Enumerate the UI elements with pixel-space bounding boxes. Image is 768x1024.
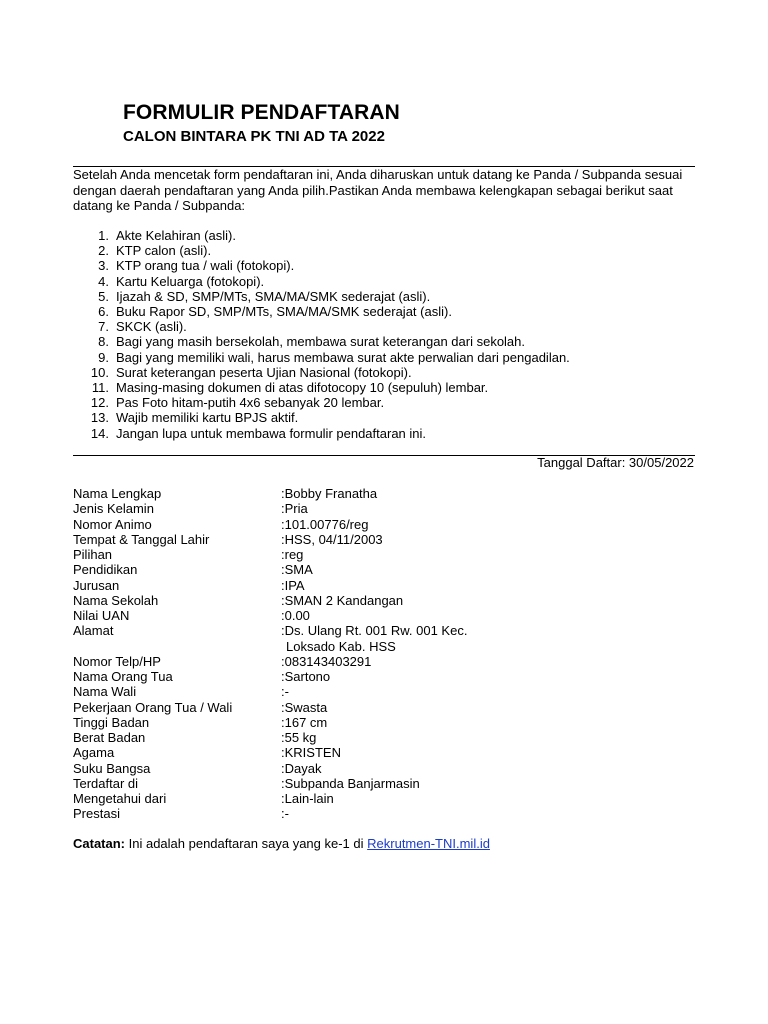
field-label: Agama: [73, 745, 115, 761]
requirement-number: 10.: [90, 364, 109, 380]
requirement-text: Masing-masing dokumen di atas difotocopy 10 (sepuluh) lembar.: [116, 380, 489, 396]
registration-date: Tanggal Daftar: 30/05/2022: [537, 455, 694, 470]
requirement-text: Pas Foto hitam-putih 4x6 sebanyak 20 lembar.: [116, 395, 385, 411]
requirement-text: Jangan lupa untuk membawa formulir pendaftaran ini.: [116, 425, 427, 441]
note-text: Ini adalah pendaftaran saya yang ke-1 di: [125, 836, 368, 851]
field-value: [281, 715, 327, 730]
requirement-item: [73, 258, 570, 273]
field-value-text: :101.00776/reg: [281, 516, 369, 532]
field-value: [281, 608, 310, 623]
requirements-list: [73, 228, 570, 441]
requirement-item: [73, 319, 570, 334]
requirement-item: [73, 426, 570, 441]
field-value-text: :Bobby Franatha: [281, 486, 378, 501]
field-value: [281, 578, 305, 593]
field-label: Nilai UAN: [73, 608, 130, 623]
requirement-number: 3.: [98, 258, 109, 274]
field-label: Alamat: [73, 623, 114, 639]
requirement-text: Surat keterangan peserta Ujian Nasional (fotokopi).: [116, 364, 412, 380]
field-value-text: :-: [281, 684, 289, 700]
requirement-text: Kartu Keluarga (fotokopi).: [116, 273, 265, 289]
requirement-text: KTP calon (asli).: [116, 243, 212, 259]
requirement-number: 13.: [90, 410, 109, 426]
field-value-text: :Ds. Ulang Rt. 001 Rw. 001 Kec.: [281, 623, 468, 639]
recruitment-link[interactable]: Rekrutmen-TNI.mil.id: [367, 836, 490, 851]
field-label: Pilihan: [73, 547, 113, 562]
field-value: [281, 776, 420, 791]
field-label: Tempat & Tanggal Lahir: [73, 531, 210, 547]
field-value: [281, 700, 327, 715]
requirement-item: [73, 274, 570, 289]
field-value: [281, 806, 289, 821]
field-value-text: :083143403291: [281, 653, 372, 669]
form-subtitle: CALON BINTARA PK TNI AD TA 2022: [123, 128, 385, 145]
field-value-text: :Sartono: [281, 669, 331, 684]
field-value: [281, 761, 321, 776]
field-label: Mengetahui dari: [73, 791, 167, 806]
field-value-text: :reg: [281, 547, 304, 562]
requirement-number: 5.: [98, 288, 109, 304]
field-value: [281, 593, 403, 608]
requirement-text: Bagi yang memiliki wali, harus membawa surat akte perwalian dari pengadilan.: [116, 349, 570, 365]
field-label: Pekerjaan Orang Tua / Wali: [73, 699, 233, 715]
requirement-item: [73, 289, 570, 304]
field-value-text: :55 kg: [281, 730, 317, 745]
field-label: Jenis Kelamin: [73, 501, 154, 517]
field-label: Nama Lengkap: [73, 486, 162, 501]
requirement-item: [73, 395, 570, 410]
field-label: Suku Bangsa: [73, 760, 151, 776]
field-value-continuation: Loksado Kab. HSS: [286, 638, 396, 654]
requirement-item: [73, 243, 570, 258]
field-value-text: :IPA: [281, 577, 305, 593]
field-label: Terdaftar di: [73, 775, 139, 791]
requirement-number: 8.: [98, 334, 109, 350]
field-value-text: :Lain-lain: [281, 791, 334, 806]
requirement-text: Akte Kelahiran (asli).: [116, 228, 236, 243]
field-value: [281, 532, 383, 547]
field-value: [281, 547, 303, 562]
requirement-text: Buku Rapor SD, SMP/MTs, SMA/MA/SMK sederajat (asli).: [116, 304, 452, 320]
note-line: [73, 836, 490, 851]
field-value-text: :SMAN 2 Kandangan: [281, 592, 404, 608]
requirement-item: [73, 380, 570, 395]
field-label: Nomor Animo: [73, 516, 152, 532]
note-label: Catatan:: [73, 836, 126, 851]
field-value-text: :Subpanda Banjarmasin: [281, 775, 420, 791]
field-value: [281, 501, 308, 516]
field-label: Prestasi: [73, 806, 120, 822]
field-label: Berat Badan: [73, 730, 146, 745]
requirement-number: 7.: [98, 319, 109, 335]
requirement-text: Wajib memiliki kartu BPJS aktif.: [116, 410, 299, 426]
requirement-item: [73, 410, 570, 425]
field-value: [281, 486, 377, 501]
field-value: [281, 562, 313, 577]
field-value: [281, 517, 368, 532]
field-label: Tinggi Badan: [73, 714, 150, 730]
field-value-text: :-: [281, 806, 289, 822]
requirement-number: 12.: [90, 395, 109, 411]
requirement-number: 4.: [98, 273, 109, 289]
field-value-text: :HSS, 04/11/2003: [281, 531, 383, 547]
field-value: [281, 730, 316, 745]
requirement-text: KTP orang tua / wali (fotokopi).: [116, 258, 295, 274]
requirement-item: [73, 304, 570, 319]
field-label: Jurusan: [73, 577, 120, 593]
requirement-text: Ijazah & SD, SMP/MTs, SMA/MA/SMK sederajat (asli).: [116, 288, 431, 304]
field-label: Nama Sekolah: [73, 592, 159, 608]
requirement-text: SKCK (asli).: [116, 319, 187, 335]
field-value-text: :SMA: [281, 562, 313, 578]
intro-paragraph: Setelah Anda mencetak form pendaftaran ini, Anda diharuskan untuk datang ke Panda / Subpanda sesuai dengan daerah pendaftaran yang Anda pilih.Pastikan Anda membawa kelengkapan sebagai berikut saat datang ke Panda / Subpanda:: [73, 167, 683, 213]
form-title: FORMULIR PENDAFTARAN: [123, 101, 400, 124]
requirement-number: 6.: [98, 304, 109, 320]
requirement-number: 2.: [98, 243, 109, 259]
requirement-item: [73, 365, 570, 380]
field-value: [281, 669, 330, 684]
requirement-number: 11.: [91, 380, 109, 396]
requirement-item: [73, 350, 570, 365]
field-value: [281, 654, 371, 669]
field-label: Nomor Telp/HP: [73, 653, 161, 669]
field-label: Pendidikan: [73, 562, 138, 578]
field-value: [281, 684, 289, 699]
field-value: [281, 623, 467, 654]
field-value-text: :167 cm: [281, 714, 328, 730]
field-label: Nama Orang Tua: [73, 669, 173, 684]
field-value-text: :Swasta: [281, 699, 328, 715]
field-value-text: :KRISTEN: [281, 745, 341, 761]
requirement-item: [73, 334, 570, 349]
field-value: [281, 745, 341, 760]
field-value-text: :Pria: [281, 501, 308, 517]
requirement-number: 1.: [98, 228, 109, 243]
requirement-item: [73, 228, 570, 243]
field-value-text: :0.00: [281, 608, 310, 623]
field-label: Nama Wali: [73, 684, 137, 700]
field-value-text: :Dayak: [281, 760, 322, 776]
requirement-text: Bagi yang masih bersekolah, membawa surat keterangan dari sekolah.: [116, 334, 526, 350]
field-value: [281, 791, 334, 806]
requirement-number: 9.: [98, 349, 109, 365]
requirement-number: 14.: [90, 425, 109, 441]
